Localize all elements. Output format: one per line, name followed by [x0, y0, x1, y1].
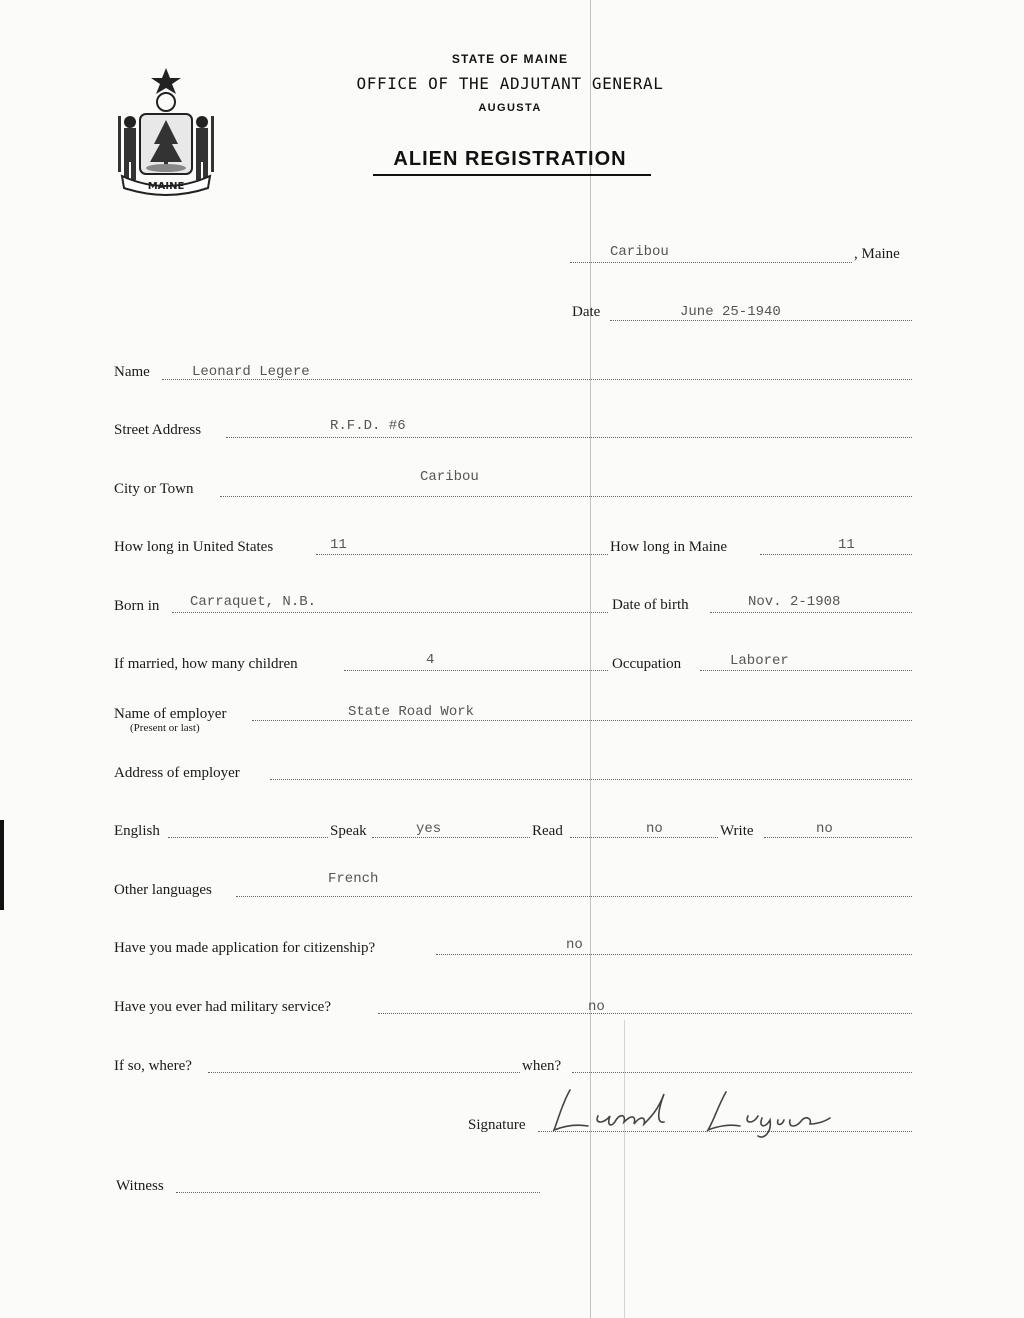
dob-line — [710, 612, 912, 613]
dob-label: Date of birth — [612, 597, 689, 613]
seal-banner-text: MAINE — [147, 181, 185, 192]
read-label: Read — [532, 823, 563, 839]
date-value: June 25-1940 — [680, 304, 781, 320]
english-label: English — [114, 823, 160, 839]
signature-label: Signature — [468, 1117, 526, 1133]
speak-line — [372, 837, 530, 838]
maine-length-value: 11 — [838, 537, 855, 553]
street-line — [226, 437, 912, 438]
read-line — [570, 837, 718, 838]
city-label: City or Town — [114, 481, 194, 497]
date-label: Date — [572, 304, 601, 320]
place-town-value: Caribou — [610, 244, 669, 260]
place-state-label: , Maine — [854, 246, 900, 262]
where-line — [208, 1072, 520, 1073]
name-value: Leonard Legere — [192, 364, 310, 380]
citizenship-line — [436, 954, 912, 955]
header-city: AUGUSTA — [478, 102, 542, 114]
military-value: no — [588, 999, 605, 1015]
employer-label: Name of employer — [114, 706, 227, 722]
other-languages-value: French — [328, 871, 379, 887]
write-label: Write — [720, 823, 754, 839]
born-label: Born in — [114, 598, 160, 614]
employer-line — [252, 720, 912, 721]
street-value: R.F.D. #6 — [330, 418, 406, 434]
place-line — [570, 262, 852, 263]
witness-line — [176, 1192, 540, 1193]
city-line — [220, 496, 912, 497]
employer-sublabel: (Present or last) — [130, 722, 200, 734]
speak-label: Speak — [330, 823, 367, 839]
born-line — [172, 612, 608, 613]
occupation-value: Laborer — [730, 653, 789, 669]
us-length-value: 11 — [330, 537, 347, 553]
children-line — [344, 670, 608, 671]
maine-length-label: How long in Maine — [610, 539, 728, 555]
handwritten-signature — [540, 1080, 840, 1140]
dob-value: Nov. 2-1908 — [748, 594, 841, 610]
page-edge-shadow — [0, 820, 4, 910]
employer-address-label: Address of employer — [114, 765, 240, 781]
write-line — [764, 837, 912, 838]
children-label: If married, how many children — [114, 656, 298, 672]
military-label: Have you ever had military service? — [114, 999, 331, 1015]
header-state: STATE OF MAINE — [451, 52, 569, 66]
employer-address-line — [270, 779, 912, 780]
children-value: 4 — [426, 652, 435, 668]
where-label: If so, where? — [114, 1058, 192, 1074]
speak-value: yes — [416, 821, 442, 837]
citizenship-value: no — [566, 937, 583, 953]
header-office: OFFICE OF THE ADJUTANT GENERAL — [356, 74, 664, 93]
other-languages-label: Other languages — [114, 882, 212, 898]
city-value: Caribou — [420, 469, 479, 485]
title-underline — [373, 174, 651, 176]
occupation-label: Occupation — [612, 656, 682, 672]
name-label: Name — [114, 364, 150, 380]
us-length-line — [316, 554, 608, 555]
street-label: Street Address — [114, 422, 202, 438]
when-label: when? — [522, 1058, 562, 1074]
when-line — [572, 1072, 912, 1073]
maine-length-line — [760, 554, 912, 555]
english-line — [168, 837, 328, 838]
date-line — [610, 320, 912, 321]
witness-label: Witness — [116, 1178, 164, 1194]
form-title: ALIEN REGISTRATION — [393, 148, 627, 170]
fold-line — [624, 1020, 625, 1318]
military-line — [378, 1013, 912, 1014]
employer-value: State Road Work — [348, 704, 475, 720]
occupation-line — [700, 670, 912, 671]
citizenship-label: Have you made application for citizenship? — [114, 940, 376, 956]
state-of-maine-seal-icon — [110, 64, 222, 196]
other-languages-line — [236, 896, 912, 897]
write-value: no — [816, 821, 833, 837]
us-length-label: How long in United States — [114, 539, 274, 555]
born-value: Carraquet, N.B. — [190, 594, 317, 610]
read-value: no — [646, 821, 663, 837]
